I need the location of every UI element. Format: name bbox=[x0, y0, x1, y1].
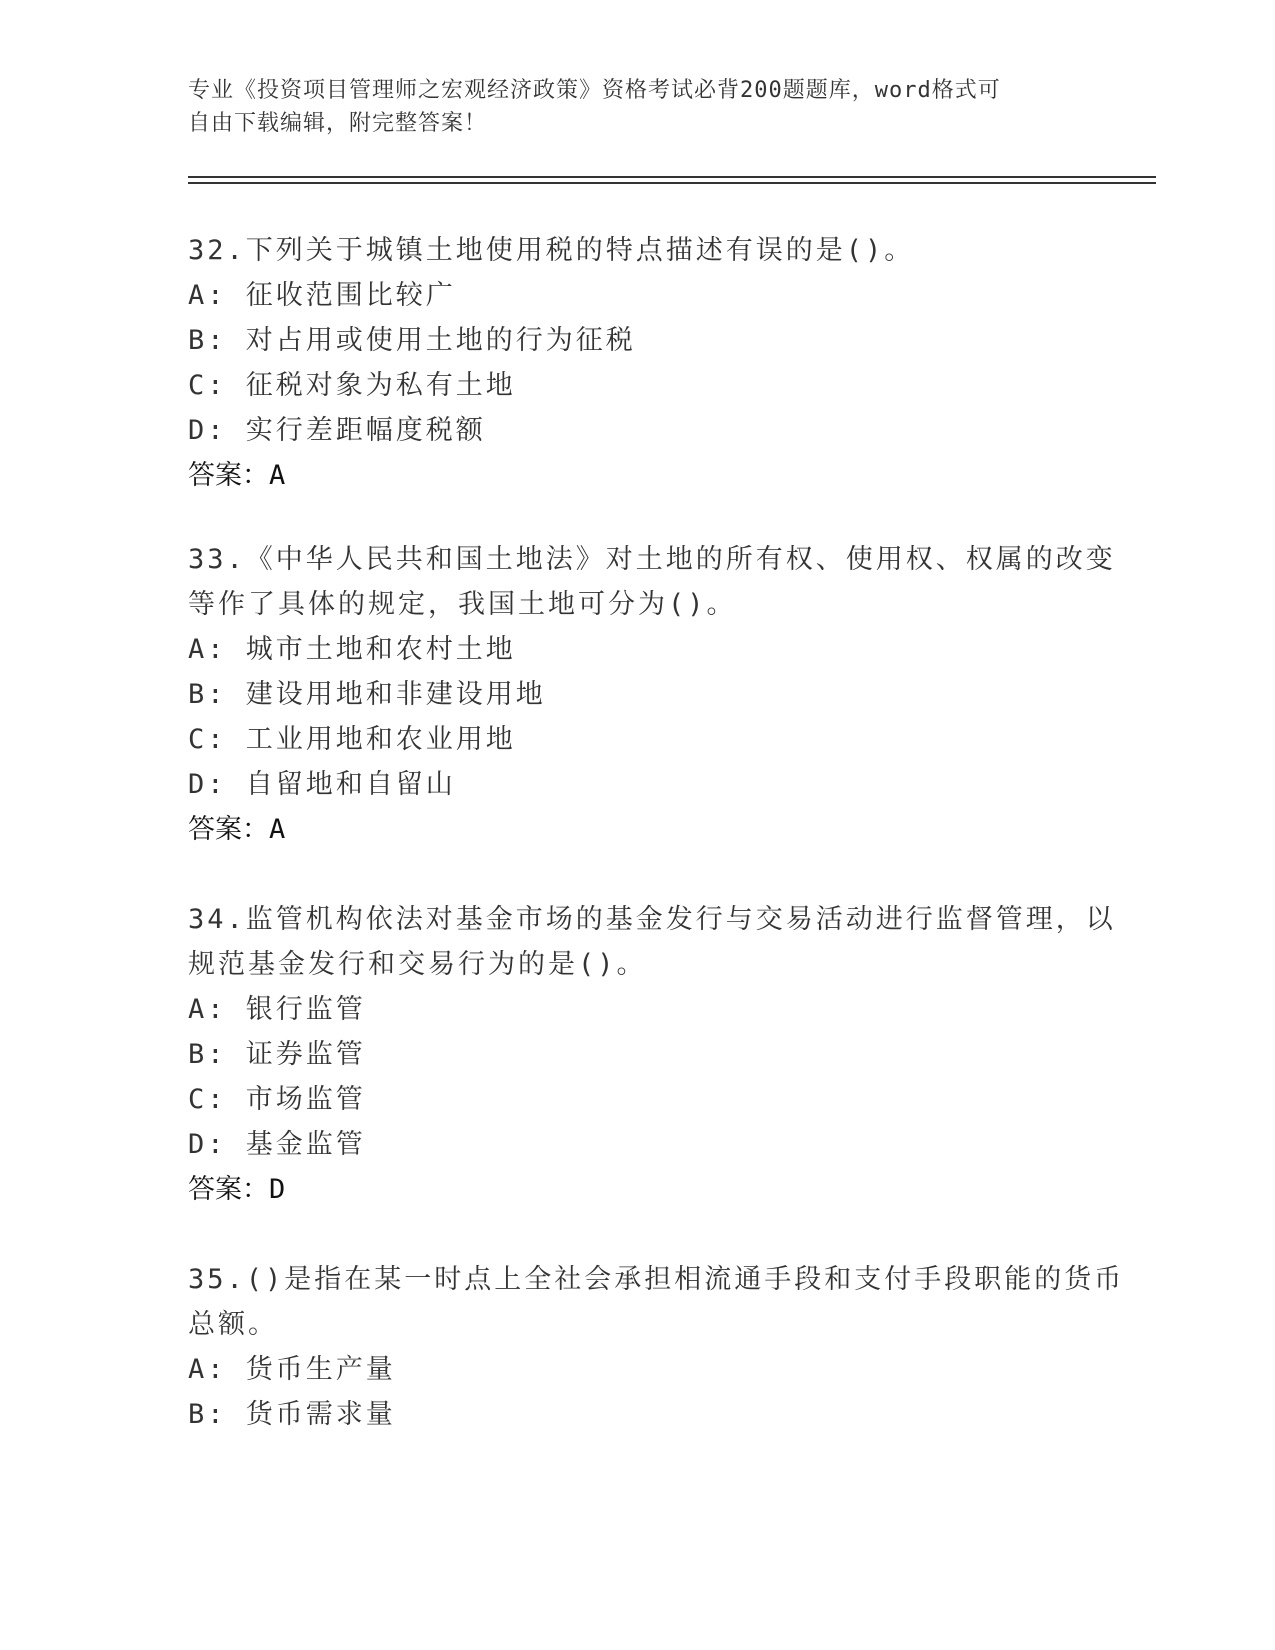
question-32 bbox=[188, 228, 1088, 498]
question-stem-line: 等作了具体的规定，我国土地可分为()。 bbox=[188, 589, 737, 620]
document-header bbox=[188, 74, 1088, 140]
option-d: D: 基金监管 bbox=[188, 1129, 366, 1160]
option-b: B: 证券监管 bbox=[188, 1039, 366, 1070]
question-stem-line: 34.监管机构依法对基金市场的基金发行与交易活动进行监督管理，以 bbox=[188, 904, 1116, 935]
answer-label: 答案： bbox=[188, 1174, 269, 1205]
answer-line bbox=[188, 453, 1088, 498]
question-33 bbox=[188, 537, 1116, 852]
question-stem-line: 33.《中华人民共和国土地法》对土地的所有权、使用权、权属的改变 bbox=[188, 544, 1116, 575]
question-35 bbox=[188, 1257, 1125, 1437]
answer-value: A bbox=[269, 460, 286, 491]
option-a: A: 城市土地和农村土地 bbox=[188, 634, 516, 665]
option-a: A: 征收范围比较广 bbox=[188, 280, 456, 311]
option-c: C: 市场监管 bbox=[188, 1084, 366, 1115]
question-34 bbox=[188, 897, 1116, 1212]
option-a: A: 银行监管 bbox=[188, 994, 366, 1025]
option-c: C: 征税对象为私有土地 bbox=[188, 370, 516, 401]
header-divider-top bbox=[188, 176, 1156, 178]
header-line-2: 自由下载编辑，附完整答案！ bbox=[188, 111, 488, 136]
header-line-1: 专业《投资项目管理师之宏观经济政策》资格考试必背200题题库，word格式可 bbox=[188, 78, 1001, 103]
option-a: A: 货币生产量 bbox=[188, 1354, 396, 1385]
answer-line bbox=[188, 807, 1088, 852]
option-c: C: 工业用地和农业用地 bbox=[188, 724, 516, 755]
question-stem-line: 总额。 bbox=[188, 1309, 278, 1340]
answer-label: 答案： bbox=[188, 460, 269, 491]
question-stem-line: 规范基金发行和交易行为的是()。 bbox=[188, 949, 647, 980]
option-d: D: 实行差距幅度税额 bbox=[188, 415, 486, 446]
answer-value: A bbox=[269, 814, 286, 845]
answer-label: 答案： bbox=[188, 814, 269, 845]
option-b: B: 建设用地和非建设用地 bbox=[188, 679, 546, 710]
option-b: B: 对占用或使用土地的行为征税 bbox=[188, 325, 636, 356]
question-stem-line: 32.下列关于城镇土地使用税的特点描述有误的是()。 bbox=[188, 235, 915, 266]
option-d: D: 自留地和自留山 bbox=[188, 769, 456, 800]
option-b: B: 货币需求量 bbox=[188, 1399, 396, 1430]
question-stem-line: 35.()是指在某一时点上全社会承担相流通手段和支付手段职能的货币 bbox=[188, 1264, 1125, 1295]
header-divider-bottom bbox=[188, 182, 1156, 184]
answer-line bbox=[188, 1167, 1088, 1212]
answer-value: D bbox=[269, 1174, 286, 1205]
